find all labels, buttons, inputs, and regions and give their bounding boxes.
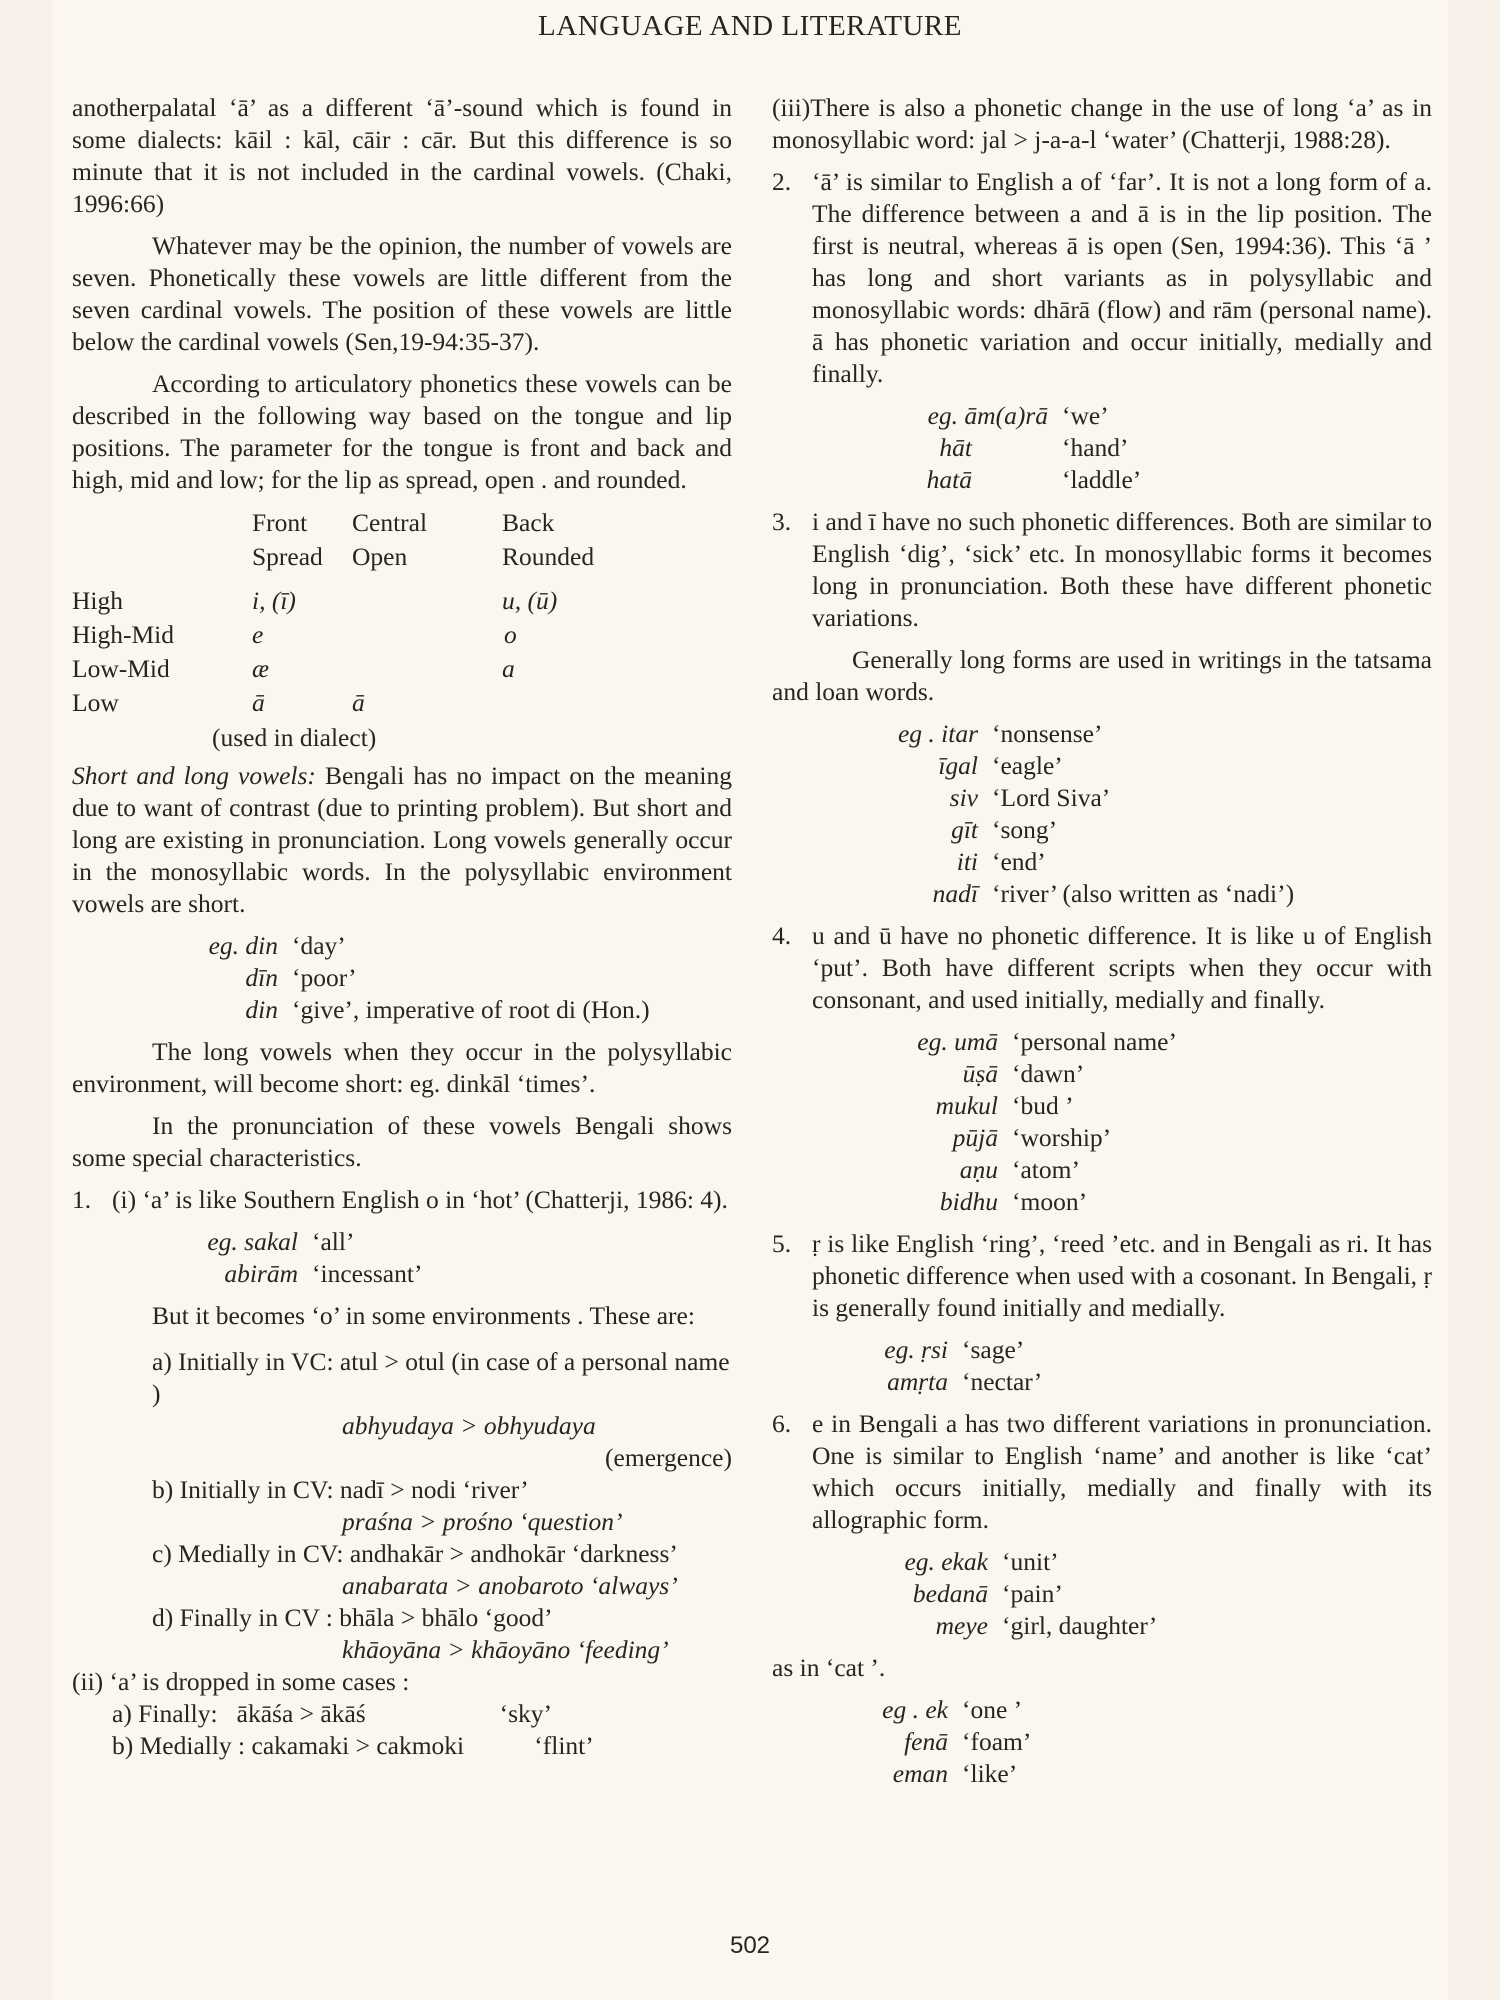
- example-word: eg. ṛsi: [884, 1335, 948, 1364]
- example-word: bedanā: [912, 1579, 988, 1608]
- paragraph: anotherpalatal ‘ā’ as a different ‘ā’-sound which is found in some dialects: kāil : kāl, cāir : cār. But this difference is so minute that it is not included in the cardinal vowels. (Chaki, 1996:66): [72, 93, 732, 218]
- env-example: anabarata > anobaroto ‘always’: [342, 1571, 678, 1600]
- table-row-label: Low: [72, 688, 119, 717]
- table-header: Open: [352, 542, 408, 571]
- example-gloss: ‘day’: [292, 931, 346, 960]
- item-number: 2.: [772, 167, 792, 196]
- paragraph: In the pronunciation of these vowels Bengali shows some special characteristics.: [72, 1111, 732, 1172]
- item-text: ṛ is like English ‘ring’, ‘reed ’etc. and in Bengali as ri. It has phonetic difference when used with a cosonant. In Bengali, ṛ is generally found initially and medially.: [812, 1229, 1432, 1322]
- env-gloss: (emergence): [605, 1443, 732, 1472]
- table-row-label: High-Mid: [72, 620, 174, 649]
- paragraph: According to articulatory phonetics these vowels can be described in the following way based on the tongue and lip positions. The parameter for the tongue is front and back and high, mid and low; for the lip as spread, open . and rounded.: [72, 369, 732, 494]
- example-word: eg. sakal: [207, 1227, 298, 1256]
- example-gloss: ‘Lord Siva’: [992, 783, 1111, 812]
- paragraph-text: Bengali has no impact on the meaning due to want of contrast (due to printing problem). But short and long are existing in pronunciation. Long vowels generally occur in the monosyllabic words. In the polysyllabic environment vowels are short.: [72, 761, 732, 918]
- item-number: 3.: [772, 507, 792, 536]
- example-word: fenā: [904, 1727, 948, 1756]
- example-gloss: ‘one ’: [962, 1695, 1023, 1724]
- example-word: din: [245, 995, 278, 1024]
- example-word: siv: [949, 783, 978, 812]
- item-text: e in Bengali a has two different variations in pronunciation. One is similar to English ‘name’ and another is like ‘cat’ which occurs initially, medially and finally with its allographic form.: [812, 1409, 1432, 1534]
- example-word: bidhu: [939, 1187, 998, 1216]
- table-cell: e: [252, 620, 264, 649]
- env-item: a) Initially in VC: atul > otul (in case of a personal name ): [152, 1347, 730, 1408]
- paragraph: But it becomes ‘o’ in some environments . These are:: [152, 1301, 695, 1330]
- example-gloss: ‘nonsense’: [992, 719, 1103, 748]
- table-row-label: Low-Mid: [72, 654, 170, 683]
- table-cell: [72, 506, 252, 540]
- table-cell: [352, 618, 502, 652]
- example-gloss: ‘song’: [992, 815, 1058, 844]
- table-cell: ā: [252, 688, 265, 717]
- item-number: 5.: [772, 1229, 792, 1258]
- example-word: eg. umā: [917, 1027, 998, 1056]
- example-gloss: ‘nectar’: [962, 1367, 1043, 1396]
- page: [52, 0, 1448, 2000]
- table-note: (used in dialect): [212, 723, 377, 752]
- item-text: (i) ‘a’ is like Southern English o in ‘hot’ (Chatterji, 1986: 4).: [112, 1185, 728, 1214]
- example-word: meye: [935, 1611, 988, 1640]
- table-spacer: [352, 574, 502, 584]
- example-gloss: ‘sage’: [962, 1335, 1025, 1364]
- example-word: abirām: [224, 1259, 298, 1288]
- item-number: 6.: [772, 1409, 792, 1438]
- env-item: d) Finally in CV : bhāla > bhālo ‘good’: [152, 1603, 553, 1632]
- table-cell: ā: [352, 688, 365, 717]
- left-column: [72, 92, 732, 1762]
- numbered-item: [772, 1408, 1432, 1536]
- table-header: Central: [352, 508, 428, 537]
- example-list: [772, 1334, 1432, 1398]
- example-word: pūjā: [952, 1123, 998, 1152]
- table-cell: [352, 584, 502, 618]
- example-gloss: ‘pain’: [1002, 1579, 1063, 1608]
- example-gloss: ‘bud ’: [1012, 1091, 1074, 1120]
- table-cell: o: [504, 620, 517, 649]
- table-row-label: High: [72, 586, 123, 615]
- table-cell: [502, 686, 652, 720]
- numbered-item: [772, 920, 1432, 1016]
- env-example: abhyudaya > obhyudaya: [342, 1411, 596, 1440]
- example-list: [772, 1546, 1432, 1642]
- example-word: mukul: [935, 1091, 998, 1120]
- example-gloss: ‘dawn’: [1012, 1059, 1085, 1088]
- example-word: eg . ek: [882, 1695, 948, 1724]
- right-column: [772, 92, 1432, 1800]
- running-header: LANGUAGE AND LITERATURE: [538, 10, 962, 42]
- item-text: u and ū have no phonetic difference. It is like u of English ‘put’. Both have different scripts when they occur with consonant, and used initially, medially and finally.: [812, 921, 1432, 1014]
- example-list: [132, 930, 732, 1026]
- paragraph: as in ‘cat ’.: [772, 1653, 886, 1682]
- table-header: Rounded: [502, 542, 595, 571]
- example-list: [772, 400, 1432, 496]
- vowel-table: [72, 506, 732, 720]
- item-number: 1.: [72, 1185, 92, 1214]
- item-text: ‘ā’ is similar to English a of ‘far’. It is not a long form of a. The difference between a and ā is in the lip position. The first is neutral, whereas ā is open (Sen, 1994:36). This ‘ā ’ has long and short variants as in polysyllabic and monosyllabic words: dhārā (flow) and rām (personal name). ā has phonetic variation and occur initially, medially and finally.: [812, 167, 1432, 388]
- example-gloss: ‘atom’: [1012, 1155, 1080, 1184]
- example-gloss: ‘poor’: [292, 963, 357, 992]
- subitem: b) Medially : cakamaki > cakmoki ‘flint’: [112, 1731, 594, 1760]
- example-gloss: ‘eagle’: [992, 751, 1063, 780]
- example-word: eg. ekak: [904, 1547, 988, 1576]
- example-list: [112, 1226, 732, 1290]
- example-gloss: ‘foam’: [962, 1727, 1032, 1756]
- example-word: īgal: [938, 751, 978, 780]
- env-item: b) Initially in CV: nadī > nodi ‘river’: [152, 1475, 529, 1504]
- env-example: praśna > prośno ‘question’: [342, 1507, 623, 1536]
- example-word: hāt: [939, 433, 972, 462]
- example-gloss: ‘worship’: [1012, 1123, 1112, 1152]
- table-header: Spread: [252, 542, 323, 571]
- example-word: eman: [892, 1759, 948, 1788]
- example-gloss: ‘girl, daughter’: [1002, 1611, 1158, 1640]
- table-spacer: [502, 574, 652, 584]
- example-gloss: ‘river’ (also written as ‘nadi’): [992, 879, 1295, 908]
- paragraph: [72, 760, 732, 920]
- table-spacer: [252, 574, 352, 584]
- env-example: khāoyāna > khāoyāno ‘feeding’: [342, 1635, 669, 1664]
- example-word: ūṣā: [962, 1059, 998, 1088]
- example-word: hatā: [926, 465, 972, 494]
- paragraph: Generally long forms are used in writings in the tatsama and loan words.: [772, 645, 1432, 706]
- example-gloss: ‘end’: [992, 847, 1046, 876]
- example-gloss: ‘give’, imperative of root di (Hon.): [292, 995, 650, 1024]
- example-gloss: ‘hand’: [1062, 433, 1129, 462]
- example-word: amṛta: [887, 1367, 948, 1396]
- table-cell: [72, 540, 252, 574]
- example-gloss: ‘unit’: [1002, 1547, 1059, 1576]
- example-word: eg. din: [208, 931, 278, 960]
- paragraph: (iii)There is also a phonetic change in the use of long ‘a’ as in monosyllabic word: jal > j-a-a-l ‘water’ (Chatterji, 1988:28).: [772, 93, 1432, 154]
- example-gloss: ‘we’: [1062, 401, 1109, 430]
- example-word: nadī: [932, 879, 978, 908]
- example-word: iti: [956, 847, 978, 876]
- example-gloss: ‘personal name’: [1012, 1027, 1177, 1056]
- section-label: Short and long vowels:: [72, 761, 316, 790]
- table-cell: u, (ū): [502, 586, 558, 615]
- table-spacer: [72, 574, 252, 584]
- example-gloss: ‘all’: [312, 1227, 355, 1256]
- table-cell: [352, 652, 502, 686]
- table-cell: a: [502, 654, 515, 683]
- example-gloss: ‘like’: [962, 1759, 1018, 1788]
- table-cell: i, (ī): [252, 586, 296, 615]
- example-gloss: ‘laddle’: [1062, 465, 1142, 494]
- table-header: Front: [252, 508, 308, 537]
- paragraph: The long vowels when they occur in the polysyllabic environment, will become short: eg. dinkāl ‘times’.: [72, 1037, 732, 1098]
- numbered-item: [72, 1184, 732, 1216]
- env-item: c) Medially in CV: andhakār > andhokār ‘darkness’: [152, 1539, 678, 1568]
- numbered-item: [772, 166, 1432, 390]
- subitem: (ii) ‘a’ is dropped in some cases :: [72, 1667, 410, 1696]
- example-word: gīt: [951, 815, 978, 844]
- table-cell: æ: [252, 654, 270, 683]
- item-number: 4.: [772, 921, 792, 950]
- example-list: [772, 1026, 1432, 1218]
- table-header: Back: [502, 508, 555, 537]
- example-word: eg. ām(a)rā: [927, 401, 1048, 430]
- paragraph: Whatever may be the opinion, the number of vowels are seven. Phonetically these vowels are little different from the seven cardinal vowels. The position of these vowels are little below the cardinal vowels (Sen,19-94:35-37).: [72, 231, 732, 356]
- example-word: dīn: [245, 963, 278, 992]
- example-list: [772, 718, 1432, 910]
- example-list: [772, 1694, 1432, 1790]
- subitem: a) Finally: ākāśa > ākāś ‘sky’: [112, 1699, 552, 1728]
- item-text: i and ī have no such phonetic differences. Both are similar to English ‘dig’, ‘sick’ etc. In monosyllabic forms it becomes long in pronunciation. Both these have different phonetic variations.: [812, 507, 1432, 632]
- page-number: 502: [729, 1932, 771, 1959]
- numbered-item: [772, 506, 1432, 634]
- example-gloss: ‘moon’: [1012, 1187, 1088, 1216]
- example-word: aṇu: [959, 1155, 998, 1184]
- example-gloss: ‘incessant’: [312, 1259, 423, 1288]
- example-word: eg . itar: [897, 719, 978, 748]
- environment-list: [72, 1346, 732, 1666]
- numbered-item: [772, 1228, 1432, 1324]
